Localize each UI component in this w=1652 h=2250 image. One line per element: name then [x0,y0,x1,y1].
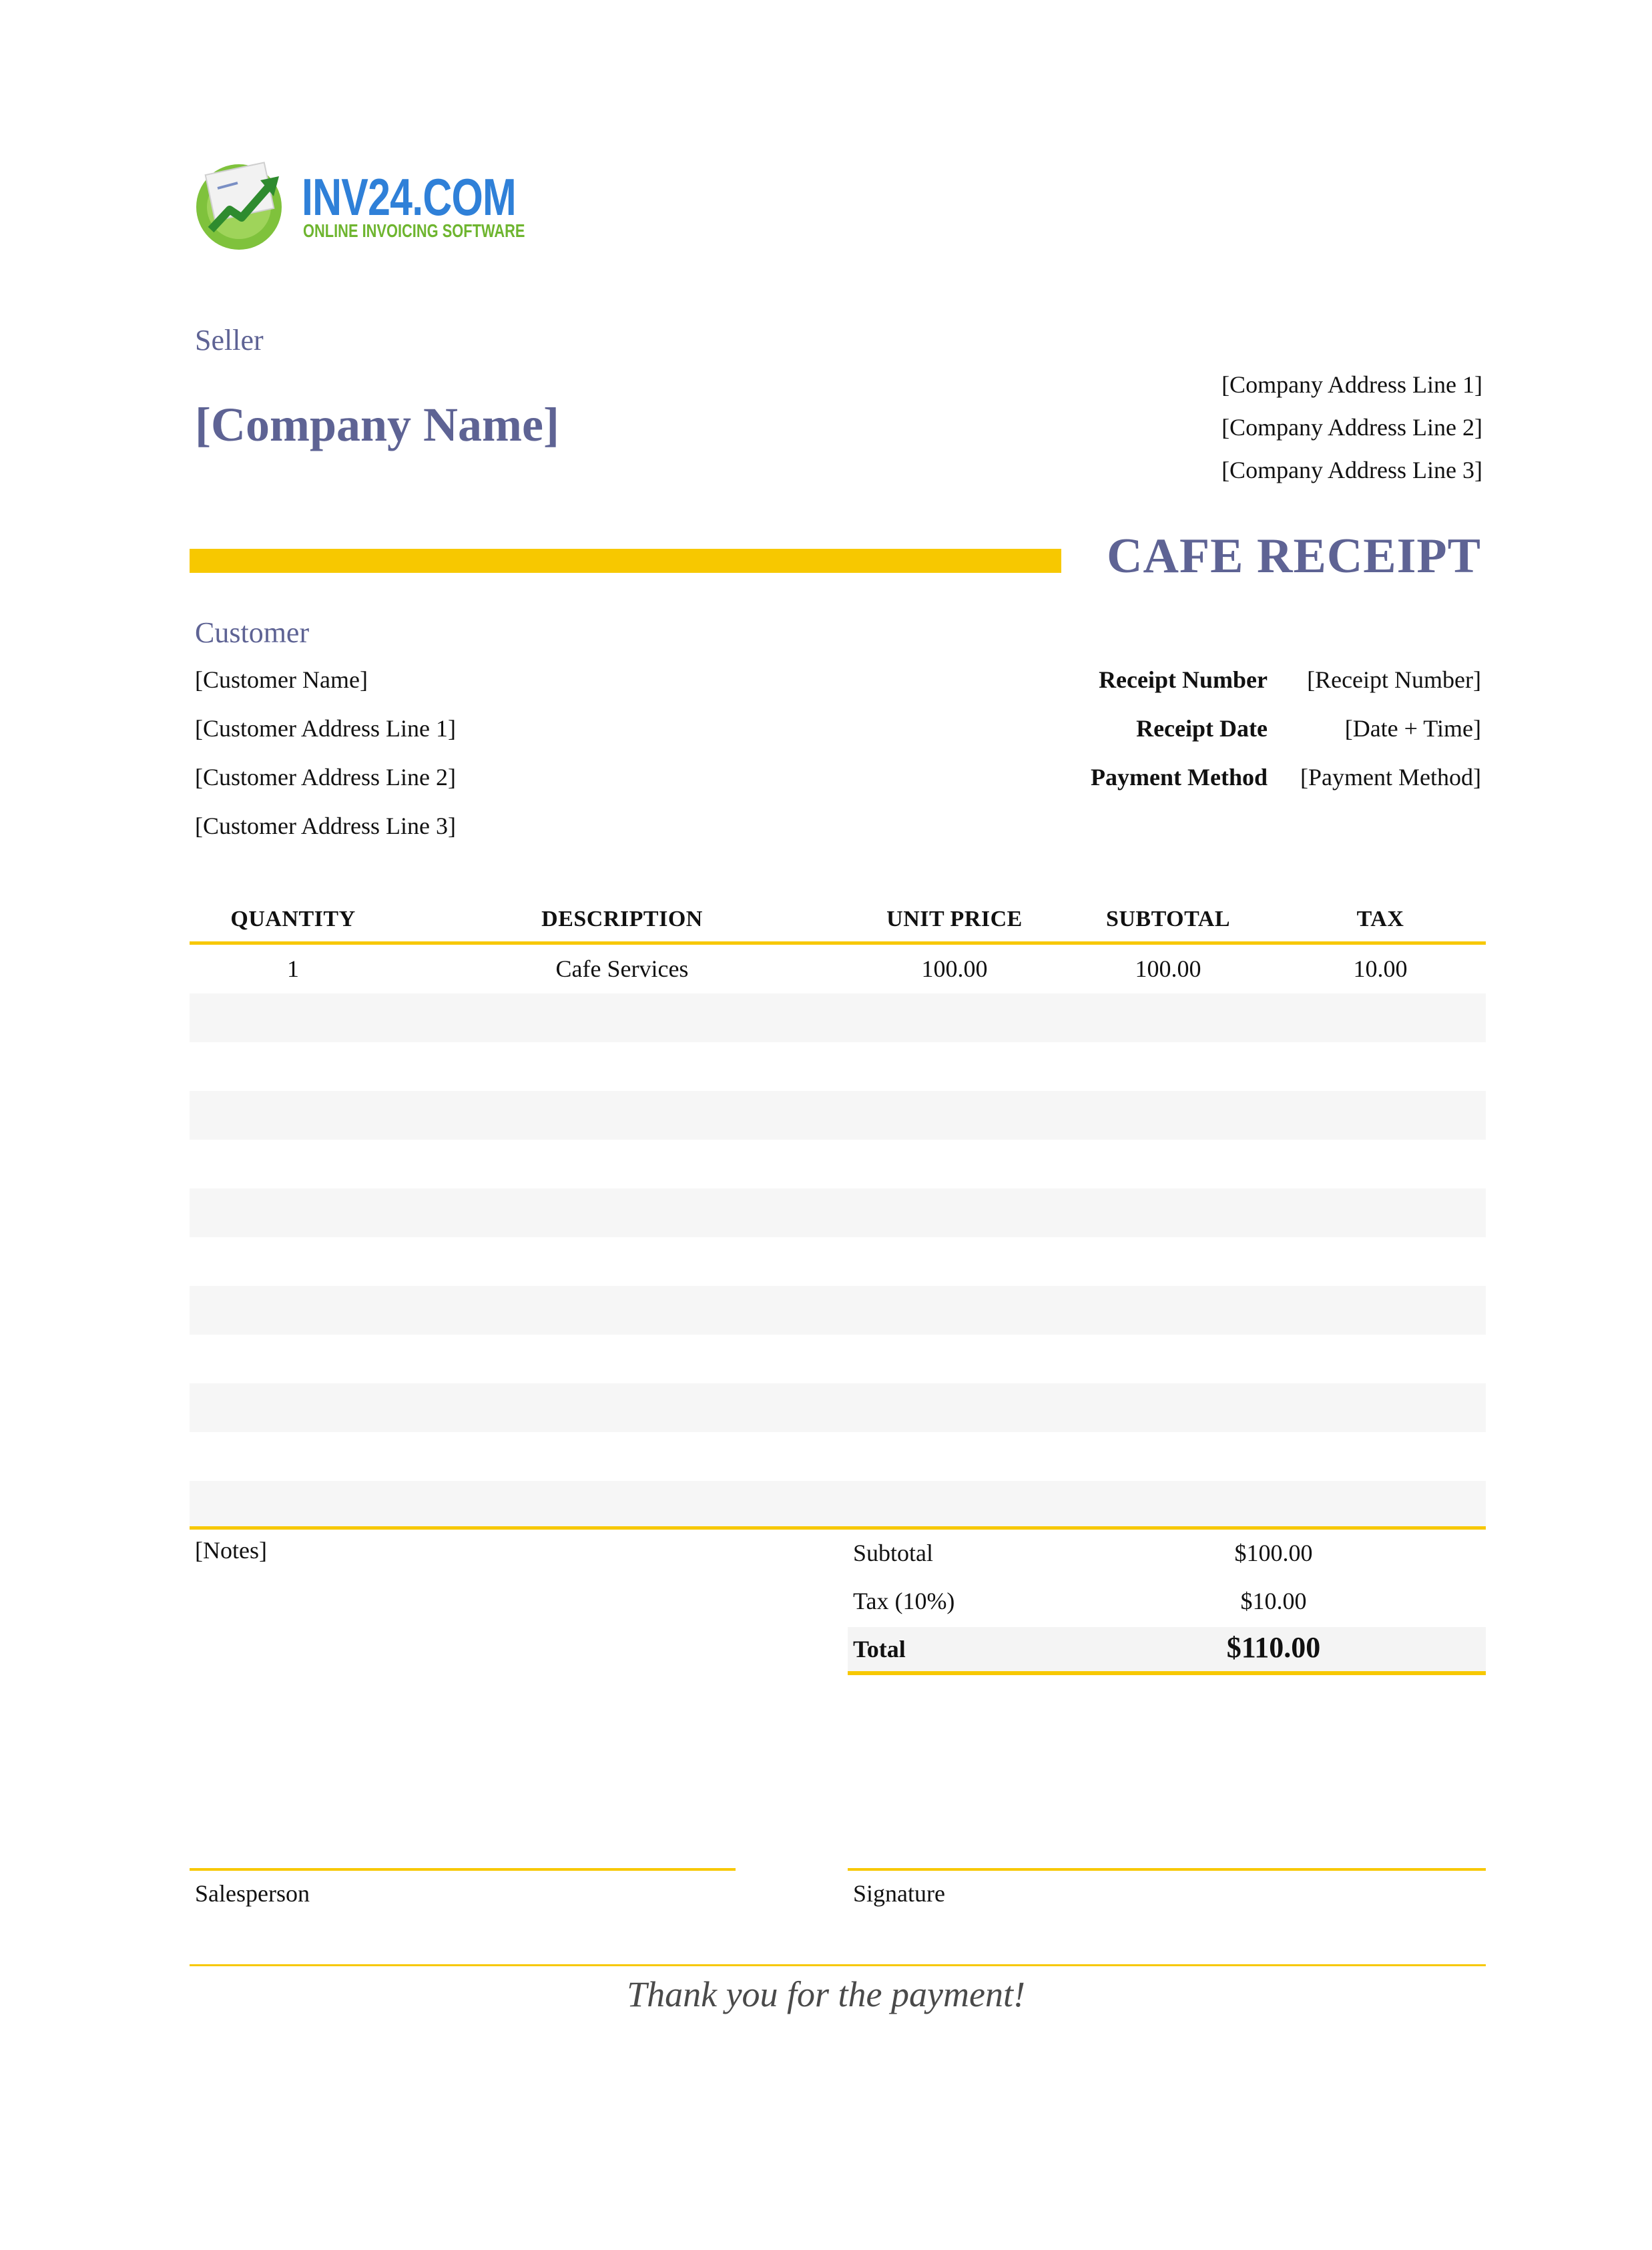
table-row-empty [190,1335,1486,1383]
table-row-empty [190,1432,1486,1481]
customer-name: [Customer Name] [195,666,368,693]
receipt-date-value: [Date + Time] [1344,715,1481,742]
table-row-empty [190,993,1486,1042]
customer-address-line-3: [Customer Address Line 3] [195,813,456,839]
table-row [190,945,1486,993]
payment-method-label: Payment Method [1091,764,1268,791]
notes: [Notes] [195,1537,267,1564]
company-address-line-3: [Company Address Line 3] [1221,457,1482,483]
customer-label: Customer [195,616,310,649]
thank-you-message: Thank you for the payment! [627,1974,1025,2014]
salesperson-line [190,1868,736,1871]
table-row-empty [190,1140,1486,1188]
payment-method-value: [Payment Method] [1300,764,1481,791]
signature-line [848,1868,1486,1871]
receipt-number-value: [Receipt Number] [1307,666,1481,693]
customer-address-line-1: [Customer Address Line 1] [195,715,456,742]
cell-unit-price: 100.00 [921,955,988,982]
table-row-empty [190,1042,1486,1091]
receipt-date-label: Receipt Date [1136,715,1268,742]
title-accent-bar [190,549,1061,573]
col-header-unit-price: UNIT PRICE [886,907,1023,931]
table-bottom-rule [190,1526,1486,1530]
footer-rule [190,1964,1486,1966]
logo-brand-text: INV24.COM [302,168,516,226]
seller-label: Seller [195,324,264,357]
company-name: [Company Name] [195,398,559,451]
cell-description: Cafe Services [555,955,689,982]
table-row-empty [190,1481,1486,1530]
signature-label: Signature [853,1880,945,1907]
cell-subtotal: 100.00 [1135,955,1201,982]
cell-tax: 10.00 [1353,955,1408,982]
col-header-quantity: QUANTITY [230,907,356,931]
tax-value: $10.00 [1240,1588,1307,1614]
document-title: CAFE RECEIPT [1107,529,1481,584]
total-rule [848,1671,1486,1675]
total-value: $110.00 [1226,1631,1321,1664]
col-header-description: DESCRIPTION [541,907,703,931]
company-address-line-1: [Company Address Line 1] [1221,371,1482,398]
receipt-number-label: Receipt Number [1099,666,1268,693]
table-row-empty [190,1237,1486,1286]
logo-chart-icon [191,155,291,255]
table-row-empty [190,1188,1486,1237]
col-header-subtotal: SUBTOTAL [1105,907,1231,931]
table-row-empty [190,1091,1486,1140]
logo-tagline: ONLINE INVOICING SOFTWARE [303,220,525,241]
customer-address-line-2: [Customer Address Line 2] [195,764,456,791]
col-header-tax: TAX [1356,907,1404,931]
total-label: Total [853,1636,906,1662]
table-row-empty [190,1286,1486,1335]
salesperson-label: Salesperson [195,1880,310,1907]
table-row-empty [190,1383,1486,1432]
subtotal-label: Subtotal [853,1540,934,1566]
tax-label: Tax (10%) [853,1588,955,1614]
company-address-line-2: [Company Address Line 2] [1221,414,1482,441]
cell-quantity: 1 [287,955,299,982]
subtotal-value: $100.00 [1234,1540,1313,1566]
